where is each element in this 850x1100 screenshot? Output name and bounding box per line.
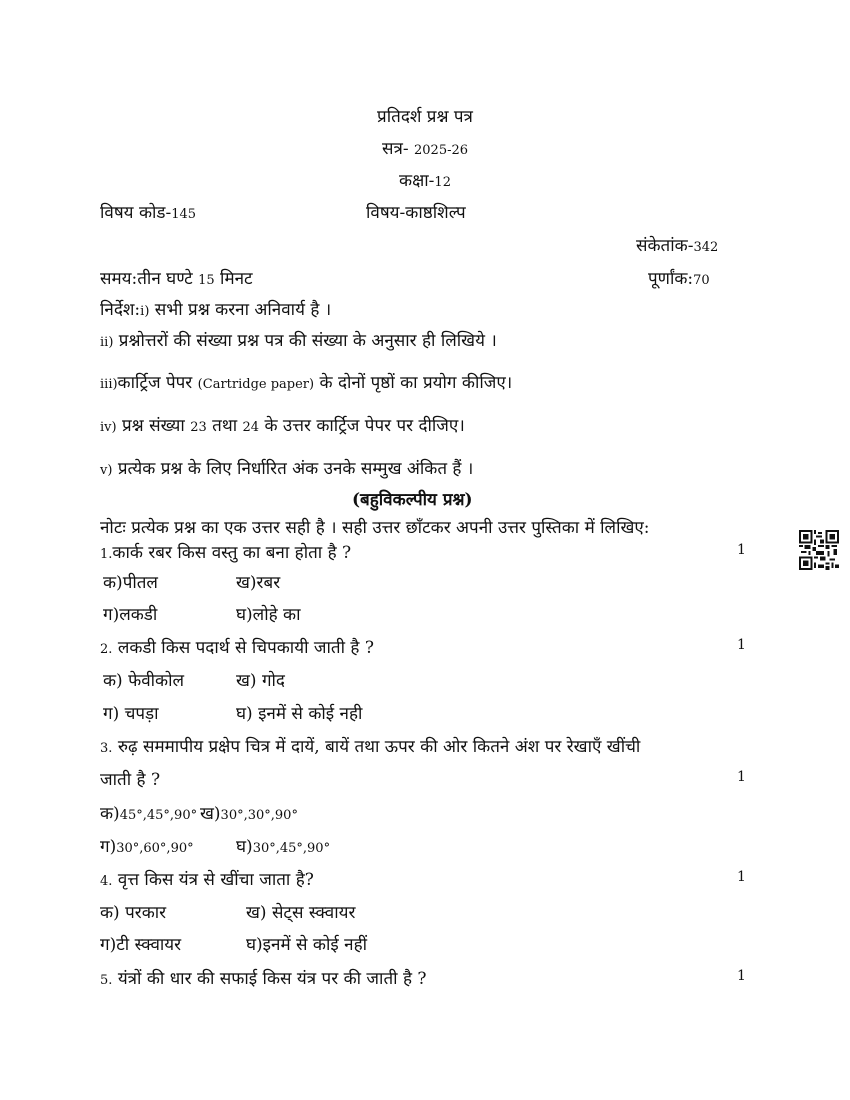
option-label: घ) — [236, 837, 253, 857]
session-value: 2025-26 — [414, 143, 469, 158]
question-text: रुढ़ सममापीय प्रक्षेप चित्र में दायें, बायें तथा ऊपर की ओर कितने अंश पर रेखाएँ खींची — [117, 737, 641, 757]
q4-option-d: घ)इनमें से कोई नहीं — [246, 935, 368, 955]
subject-code-value: 145 — [171, 207, 197, 222]
question-1-marks: 1 — [737, 542, 746, 558]
option-value: 45°,45°,90° — [119, 808, 198, 823]
question-2 — [100, 635, 374, 658]
class-line — [0, 168, 850, 191]
class-label: कक्षा- — [399, 171, 435, 191]
instruction-i-num: i) — [140, 304, 150, 319]
class-value: 12 — [434, 175, 451, 190]
instruction-iv-text-b: तथा — [212, 416, 238, 436]
question-5 — [100, 966, 427, 989]
q1-option-a: क)पीतल — [103, 573, 158, 593]
marks-value: 70 — [693, 273, 710, 288]
marks-line — [648, 266, 710, 289]
question-number: 3. — [100, 741, 113, 756]
question-3-line1 — [100, 734, 640, 757]
instruction-iv-n2: 24 — [242, 420, 260, 435]
code-value: 342 — [693, 240, 719, 255]
question-number: 4. — [100, 874, 113, 889]
q3-option-b — [200, 801, 298, 824]
q4-option-c: ग)टी स्क्वायर — [100, 935, 182, 955]
question-text: कार्क रबर किस वस्तु का बना होता है ? — [112, 543, 352, 563]
instruction-iv-text-a: प्रश्न संख्या — [121, 416, 185, 436]
instruction-v-text: प्रत्येक प्रश्न के लिए निर्धारित अंक उनके सम्मुख अंकित हैं । — [117, 459, 474, 479]
instruction-v — [100, 456, 473, 479]
session-label: सत्र- — [381, 139, 409, 159]
time-unit: मिनट — [220, 269, 253, 289]
option-label: ग) — [100, 837, 117, 857]
instruction-iv-n1: 23 — [190, 420, 207, 435]
qr-code-icon — [799, 530, 839, 570]
question-3-line2: जाती है ? — [100, 770, 161, 790]
option-value: 30°,30°,90° — [220, 808, 298, 823]
q3-option-d — [236, 834, 330, 857]
subject-name: विषय-काष्ठशिल्प — [366, 203, 466, 223]
instruction-v-num: v) — [100, 463, 113, 478]
code-label: संकेतांक- — [636, 236, 694, 256]
option-label: ख) — [200, 804, 221, 824]
question-text: यंत्रों की धार की सफाई किस यंत्र पर की जाती है ? — [117, 969, 427, 989]
q1-option-d: घ)लोहे का — [236, 605, 301, 625]
q3-option-a — [100, 801, 197, 824]
question-5-marks: 1 — [737, 968, 746, 984]
q1-option-b: ख)रबर — [236, 573, 281, 593]
q4-option-a: क) परकार — [100, 903, 167, 923]
q4-option-b: ख) सेट्स स्क्वायर — [246, 903, 356, 923]
instruction-iv — [100, 413, 465, 436]
instruction-ii-text: प्रश्नोत्तरों की संख्या प्रश्न पत्र की संख्या के अनुसार ही लिखिये । — [118, 331, 497, 351]
instruction-iv-num: iv) — [100, 420, 117, 435]
question-2-marks: 1 — [737, 637, 746, 653]
time-num: 15 — [198, 273, 215, 288]
subject-code — [100, 200, 196, 223]
paper-title: प्रतिदर्श प्रश्न पत्र — [377, 107, 473, 127]
question-number: 2. — [100, 642, 113, 657]
session-line — [0, 136, 850, 159]
q3-option-c — [100, 834, 194, 857]
instruction-i — [100, 297, 331, 320]
q2-option-d: घ) इनमें से कोई नही — [236, 704, 363, 724]
time-line — [100, 266, 253, 289]
question-4 — [100, 867, 314, 890]
code-line — [636, 233, 718, 256]
q1-option-c: ग)लकडी — [103, 605, 158, 625]
time-label: समय:तीन घण्टे — [100, 269, 193, 289]
q2-option-a: क) फेवीकोल — [103, 671, 185, 691]
instruction-ii-num: ii) — [100, 335, 114, 350]
question-1 — [100, 540, 351, 563]
option-value: 30°,60°,90° — [116, 841, 194, 856]
instruction-iii — [100, 370, 512, 393]
q2-option-c: ग) चपड़ा — [103, 704, 159, 724]
instruction-iv-text-c: के उत्तर कार्ट्रिज पेपर पर दीजिए। — [264, 416, 465, 436]
subject-code-label: विषय कोड- — [100, 203, 172, 223]
question-4-marks: 1 — [737, 869, 746, 885]
instruction-i-text: सभी प्रश्न करना अनिवार्य है । — [154, 300, 332, 320]
question-number: 1. — [100, 547, 113, 562]
section-title: (बहुविकल्पीय प्रश्न) — [352, 490, 473, 510]
question-text: लकडी किस पदार्थ से चिपकायी जाती है ? — [117, 638, 374, 658]
note: नोटः प्रत्येक प्रश्न का एक उत्तर सही है । सही उत्तर छाँटकर अपनी उत्तर पुस्तिका में लिखिए: — [100, 518, 650, 538]
instruction-iii-num: iii) — [100, 377, 118, 392]
question-text: वृत्त किस यंत्र से खींचा जाता है? — [117, 870, 314, 890]
instruction-iii-text-b: के दोनों पृष्ठों का प्रयोग कीजिए। — [319, 373, 513, 393]
option-value: 30°,45°,90° — [252, 841, 331, 856]
instruction-prefix: निर्देश: — [100, 300, 141, 320]
instruction-iii-text-a: कार्ट्रिज पेपर — [117, 373, 193, 393]
question-number: 5. — [100, 973, 113, 988]
instruction-ii — [100, 328, 497, 351]
option-label: क) — [100, 804, 120, 824]
instruction-iii-en: (Cartridge paper) — [197, 377, 315, 392]
marks-label: पूर्णांक: — [648, 269, 694, 289]
q2-option-b: ख) गोद — [236, 671, 285, 691]
question-3-marks: 1 — [737, 769, 746, 785]
